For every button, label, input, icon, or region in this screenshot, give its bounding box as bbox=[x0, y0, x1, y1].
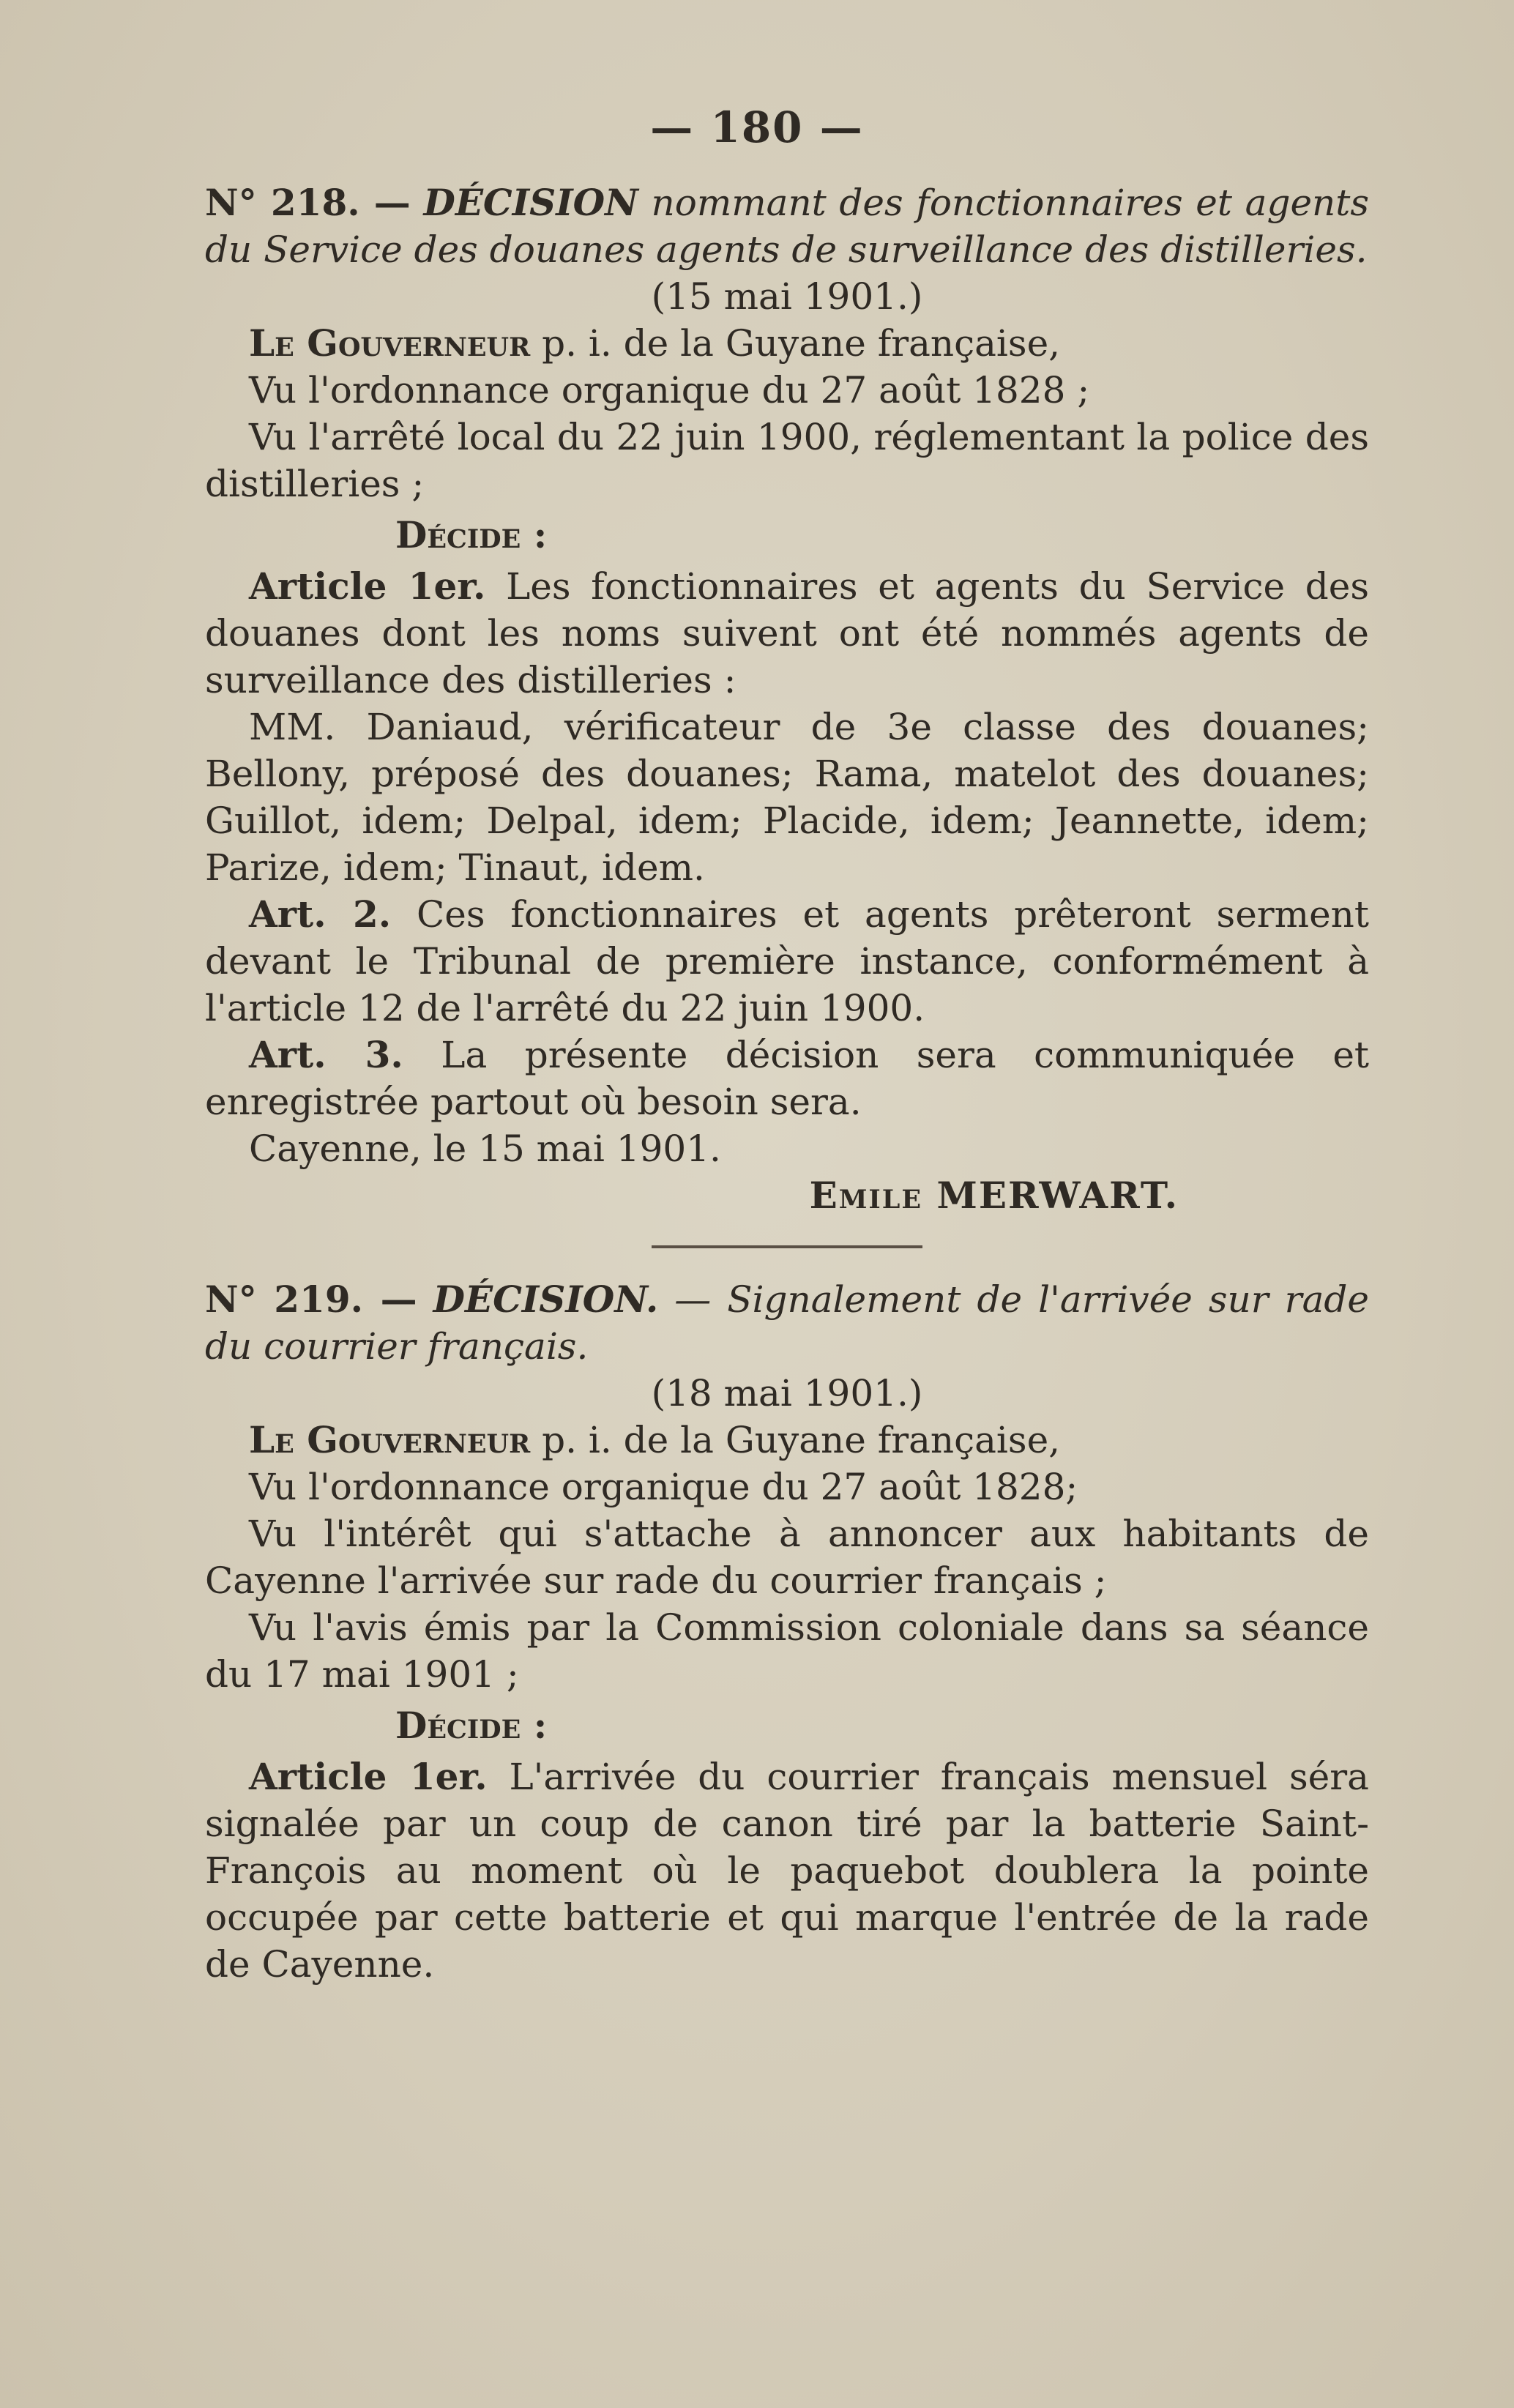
decision-218-vu-2: Vu l'arrêté local du 22 juin 1900, réglementant la police des distilleries ; bbox=[205, 416, 1369, 505]
decision-218-heading bbox=[205, 179, 1369, 273]
decision-218-signature bbox=[205, 1172, 1369, 1219]
decision-219-date: (18 mai 1901.) bbox=[651, 1372, 923, 1414]
decision-218-names: MM. Daniaud, vérificateur de 3e classe des douanes; Bellony, préposé des douanes; Rama, matelot des douanes; Guillot, idem; Delpal, idem; Placide, idem; Jeannette, idem; Parize, idem; Tinaut, idem. bbox=[205, 706, 1369, 889]
decision-218 bbox=[205, 179, 1369, 1988]
governor-label: Le Gouverneur bbox=[249, 1418, 531, 1461]
governor-text: p. i. de la Guyane française, bbox=[542, 322, 1061, 365]
article-2-label: Art. 2. bbox=[249, 892, 392, 936]
article-1-text: Les fonctionnaires et agents du Service des douanes dont les noms suivent ont été nommés agents de surveillance des distilleries : bbox=[205, 565, 1369, 701]
article-1-text: L'arrivée du courrier français mensuel séra signalée par un coup de canon tiré par la batterie Saint-François au moment où le paquebot doublera la pointe occupée par cette batterie et qui marque l'entrée de la rade de Cayenne. bbox=[205, 1756, 1369, 1986]
decide-label: Décide : bbox=[395, 1704, 548, 1747]
governor-label: Le Gouverneur bbox=[249, 321, 531, 365]
decision-219-article-1 bbox=[205, 1753, 1369, 1988]
decision-218-article-2 bbox=[205, 891, 1369, 1032]
decision-218-number: N° 218. — bbox=[205, 181, 411, 224]
decision-218-article-1 bbox=[205, 563, 1369, 704]
article-2-text: Ces fonctionnaires et agents prêteront serment devant le Tribunal de première instance, conformément à l'article 12 de l'arrêté du 22 juin 1900. bbox=[205, 893, 1369, 1029]
article-1-label: Article 1er. bbox=[249, 1755, 488, 1798]
decision-218-decide bbox=[205, 512, 1369, 559]
article-3-text: La présente décision sera communiquée et enregistrée partout où besoin sera. bbox=[205, 1034, 1369, 1123]
decision-218-date: (15 mai 1901.) bbox=[651, 275, 923, 318]
decision-219-vu-1: Vu l'ordonnance organique du 27 août 1828; bbox=[249, 1466, 1078, 1508]
page-number: — 180 — bbox=[650, 102, 864, 152]
decision-218-subject: nommant des fonctionnaires et agents du Service des douanes agents de surveillance des distilleries. bbox=[205, 182, 1369, 271]
decision-219-vu-3: Vu l'avis émis par la Commission coloniale dans sa séance du 17 mai 1901 ; bbox=[205, 1606, 1369, 1696]
decision-219-vu-2: Vu l'intérêt qui s'attache à annoncer aux habitants de Cayenne l'arrivée sur rade du courrier français ; bbox=[205, 1513, 1369, 1602]
article-3-label: Art. 3. bbox=[249, 1033, 403, 1076]
decide-label: Décide : bbox=[395, 513, 548, 556]
decision-218-title: DÉCISION bbox=[423, 181, 638, 224]
section-divider bbox=[652, 1245, 922, 1248]
signature-text: Emile MERWART. bbox=[809, 1174, 1179, 1217]
decision-218-vu-1: Vu l'ordonnance organique du 27 août 1828 ; bbox=[249, 369, 1090, 411]
article-1-label: Article 1er. bbox=[249, 564, 486, 608]
decision-219-number: N° 219. — bbox=[205, 1278, 417, 1321]
decision-219-title: DÉCISION. bbox=[433, 1278, 659, 1321]
decision-219-decide bbox=[205, 1702, 1369, 1749]
decision-218-governor bbox=[205, 320, 1369, 367]
governor-text: p. i. de la Guyane française, bbox=[542, 1419, 1061, 1461]
decision-219-subject: — Signalement de l'arrivée sur rade du courrier français. bbox=[205, 1278, 1369, 1368]
decision-218-place-date: Cayenne, le 15 mai 1901. bbox=[249, 1127, 721, 1170]
decision-219-heading bbox=[205, 1276, 1369, 1370]
decision-219-governor bbox=[205, 1417, 1369, 1464]
decision-218-article-3 bbox=[205, 1032, 1369, 1125]
